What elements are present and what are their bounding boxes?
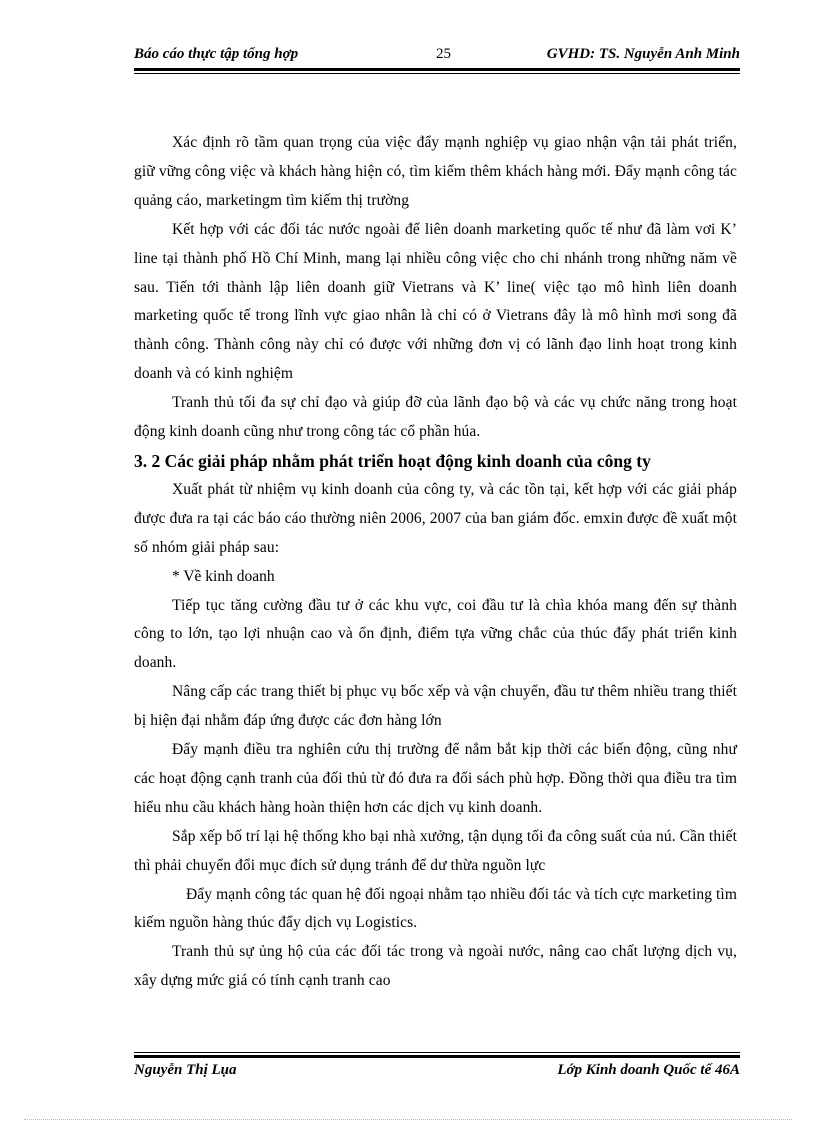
paragraph: Tiếp tục tăng cường đầu tư ở các khu vực, coi đầu tư là chìa khóa mang đến sự thành công to lớn, tạo lợi nhuận cao và ổn định, điểm tựa vững chắc của thúc đẩy phát triển kinh doanh.: [134, 596, 737, 672]
paragraph: Xuất phát từ nhiệm vụ kinh doanh của công ty, và các tồn tại, kết hợp với các giải pháp được đưa ra tại các báo cáo thường niên 2006, 2007 của ban giám đốc. emxin được đề xuất một số nhóm giải pháp sau:: [134, 480, 737, 556]
bullet-item: * Về kinh doanh: [172, 567, 275, 585]
supervisor-name: GVHD: TS. Nguyễn Anh Minh: [546, 46, 740, 62]
report-title: Báo cáo thực tập tổng hợp: [134, 46, 299, 62]
paragraph: Tranh thủ sự ủng hộ của các đối tác trong và ngoài nước, nâng cao chất lượng dịch vụ, xây dựng mức giá có tính cạnh tranh cao: [134, 943, 737, 990]
paragraph: Nâng cấp các trang thiết bị phục vụ bốc xếp và vận chuyển, đầu tư thêm nhiều trang thiết bị hiện đại nhằm đáp ứng được các đơn hàng lớn: [134, 683, 737, 730]
footer-rule-thick: [134, 1055, 740, 1058]
paragraph: Sắp xếp bố trí lại hệ thống kho bại nhà xưởng, tận dụng tối đa công suất của nú. Cần thiết thì phải chuyển đổi mục đích sử dụng tránh để dư thừa nguồn lực: [134, 827, 737, 874]
paragraph: Đẩy mạnh công tác quan hệ đối ngoại nhằm tạo nhiều đối tác và tích cực marketing tìm kiếm nguồn hàng thúc đẩy dịch vụ Logistics.: [134, 885, 737, 932]
paragraph: Xác định rõ tầm quan trọng của việc đẩy mạnh nghiệp vụ giao nhận vận tải phát triển, giữ vững công việc và khách hàng hiện có, tìm kiếm thêm khách hàng mới. Đẩy mạnh công tác quảng cáo, marketingm tìm kiếm thị trường: [134, 134, 737, 209]
page-header: [134, 44, 740, 68]
header-rule-thick: [134, 68, 740, 71]
paragraph: Tranh thủ tối đa sự chỉ đạo và giúp đỡ của lãnh đạo bộ và các vụ chức năng trong hoạt động kinh doanh cũng như trong công tác cổ phần húa.: [134, 394, 737, 441]
page-edge-divider: [24, 1119, 792, 1120]
footer-rule-thin: [134, 1052, 740, 1053]
author-name: Nguyễn Thị Lụa: [134, 1062, 237, 1078]
section-heading: 3. 2 Các giải pháp nhằm phát triển hoạt động kinh doanh của công ty: [134, 450, 651, 471]
page-footer: [134, 1060, 740, 1084]
class-name: Lớp Kinh doanh Quốc tế 46A: [557, 1062, 740, 1078]
header-rule-thin: [134, 73, 740, 74]
page-body: [134, 129, 737, 996]
page-number: 25: [436, 46, 451, 62]
paragraph: Đẩy mạnh điều tra nghiên cứu thị trường để nắm bắt kịp thời các biến động, cũng như các hoạt động cạnh tranh của đối thủ từ đó đưa ra đối sách phù hợp. Đồng thời qua điều tra tìm hiểu nhu cầu khách hàng hoàn thiện hơn các dịch vụ kinh doanh.: [134, 741, 737, 816]
paragraph: Kết hợp với các đối tác nước ngoài để liên doanh marketing quốc tế như đã làm vơi K’ line tại thành phố Hồ Chí Minh, mang lại nhiều công việc cho chi nhánh trong những năm về sau. Tiến tới thành lập liên doanh giữ Vietrans và K’ line( việc tạo mô hình liên doanh marketing quốc tế trong lĩnh vực giao nhân là chỉ có ở Vietrans đây là mô hình mơi song đã thành công. Thành công này chỉ có được với những đơn vị có lãnh đạo linh hoạt trong kinh doanh và có kinh nghiệm: [134, 220, 737, 383]
